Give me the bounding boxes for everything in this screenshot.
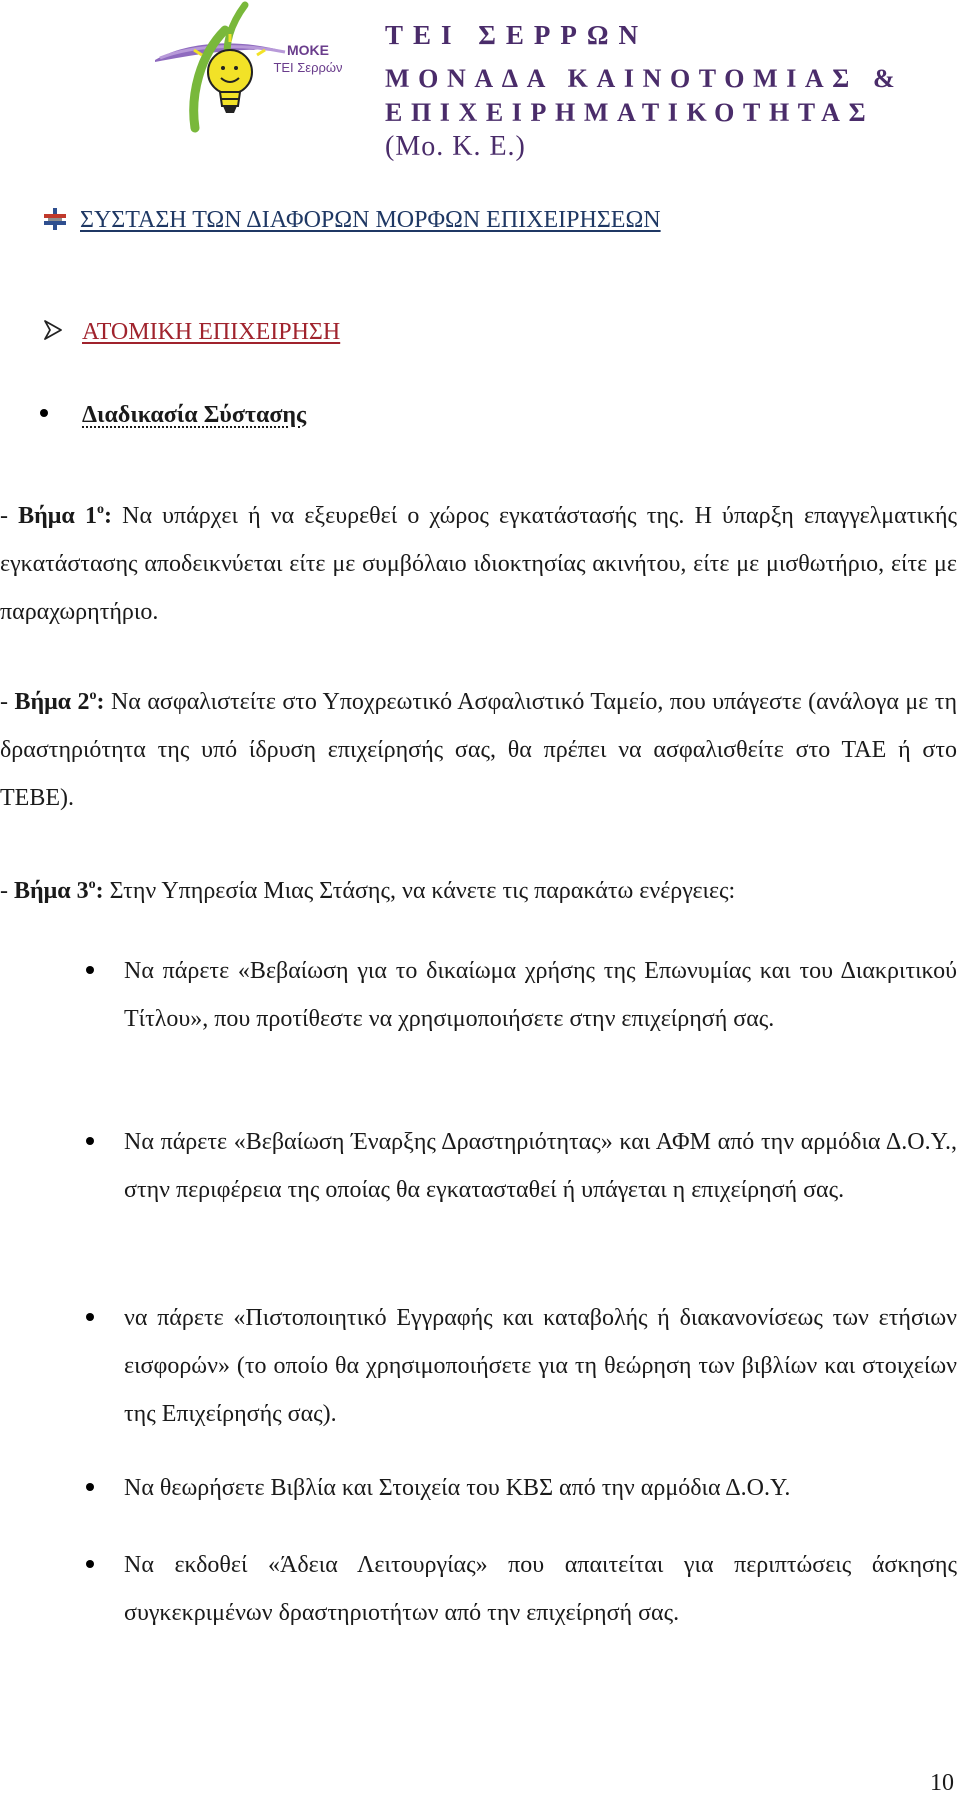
pin-bullet-icon <box>44 208 66 230</box>
logo-caption <box>248 42 368 76</box>
list-item <box>86 1294 957 1438</box>
step-text: Να ασφαλιστείτε στο Υποχρεωτικό Ασφαλιστικό Ταμείο, που υπάγεστε (ανάλογα με τη δραστηριότητα της υπό ίδρυση επιχείρησής σας, θα πρέπει να ασφαλισθείτε στο ΤΑΕ ή στο ΤΕΒΕ). <box>0 689 957 811</box>
section-title-text: ΣΥΣΤΑΣΗ ΤΩΝ ΔΙΑΦΟΡΩΝ ΜΟΡΦΩΝ ΕΠΙΧΕΙΡΗΣΕΩΝ <box>80 207 661 233</box>
step-text: Στην Υπηρεσία Μιας Στάσης, να κάνετε τις παρακάτω ενέργειες: <box>103 878 736 904</box>
list-item <box>86 947 957 1091</box>
list-item-text: Να εκδοθεί «Άδεια Λειτουργίας» που απαιτείται για περιπτώσεις άσκησης συγκεκριμένων δραστηριοτήτων από την επιχείρησή σας. <box>124 1552 957 1626</box>
org-line-3: ΕΠΙΧΕΙΡΗΜΑΤΙΚΟΤΗΤΑΣ <box>385 98 875 127</box>
step-ordinal: ο <box>96 502 104 517</box>
bullet-dot <box>86 1483 94 1491</box>
org-line-1: ΤΕΙ ΣΕΡΡΩΝ <box>385 20 649 50</box>
step-colon: : <box>103 503 112 529</box>
step-text: Να υπάρχει ή να εξευρεθεί ο χώρος εγκατάστασής της. Η ύπαρξη επαγγελματικής εγκατάστασης αποδεικνύεται είτε με συμβόλαιο ιδιοκτησίας ακινήτου, είτε με μισθωτήριο, είτε με παραχωρητήριο. <box>0 503 957 625</box>
section-subtitle <box>42 317 340 347</box>
step-ordinal: ο <box>88 877 96 892</box>
step-colon: : <box>96 689 105 715</box>
list-item-text: Να πάρετε «Βεβαίωση Έναρξης Δραστηριότητας» και ΑΦΜ από την αρμόδια Δ.Ο.Υ., στην περιφέρεια της οποίας θα εγκατασταθεί ή υπάγεται η επιχείρησή σας. <box>124 1129 957 1203</box>
list-item-text: Να πάρετε «Βεβαίωση για το δικαίωμα χρήσης της Επωνυμίας και του Διακριτικού Τίτλου», που προτίθεστε να χρησιμοποιήσετε στην επιχείρησή σας. <box>124 958 957 1032</box>
bullet-dot <box>86 1137 94 1145</box>
logo-subtitle: ΤΕΙ Σερρών <box>273 60 343 75</box>
section-subtitle-text: ΑΤΟΜΙΚΗ ΕΠΙΧΕΙΡΗΣΗ <box>82 319 341 345</box>
step-label: Βήμα 2 <box>14 689 90 715</box>
procedure-heading-text: Διαδικασία Σύστασης <box>82 402 307 428</box>
step-dash: - <box>0 503 19 529</box>
bullet-dot <box>86 1313 94 1321</box>
list-item-text: Να θεωρήσετε Βιβλία και Στοιχεία του ΚΒΣ από την αρμόδια Δ.Ο.Υ. <box>124 1475 791 1501</box>
step-2 <box>0 678 957 822</box>
page-number: 10 <box>930 1770 954 1796</box>
step-dash: - <box>0 689 15 715</box>
list-item <box>86 1118 957 1262</box>
logo-title: ΜΟΚΕ <box>287 42 329 58</box>
step-dash: - <box>0 878 14 904</box>
bullet-dot <box>86 1560 94 1568</box>
section-title <box>44 205 661 235</box>
organization-header <box>385 18 903 164</box>
step-3 <box>0 867 957 915</box>
step-colon: : <box>95 878 104 904</box>
bullet-dot <box>40 409 48 417</box>
org-line-4: (Μο. Κ. Ε.) <box>385 131 526 162</box>
list-item <box>86 1464 957 1512</box>
arrow-bullet-icon <box>42 319 64 341</box>
step-ordinal: ο <box>89 688 97 703</box>
org-line-2: ΜΟΝΑΔΑ ΚΑΙΝΟΤΟΜΙΑΣ & <box>385 64 904 93</box>
list-item-text: να πάρετε «Πιστοποιητικό Εγγραφής και καταβολής ή διακανονίσεως των ετήσιων εισφορών» (το οποίο θα χρησιμοποιήσετε για τη θεώρηση των βιβλίων και στοιχείων της Επιχείρησής σας). <box>124 1305 957 1427</box>
step-label: Βήμα 1 <box>18 503 97 529</box>
step-label: Βήμα 3 <box>14 878 89 904</box>
step-1 <box>0 492 957 636</box>
list-item <box>86 1541 957 1637</box>
procedure-heading <box>40 400 306 430</box>
bullet-dot <box>86 966 94 974</box>
